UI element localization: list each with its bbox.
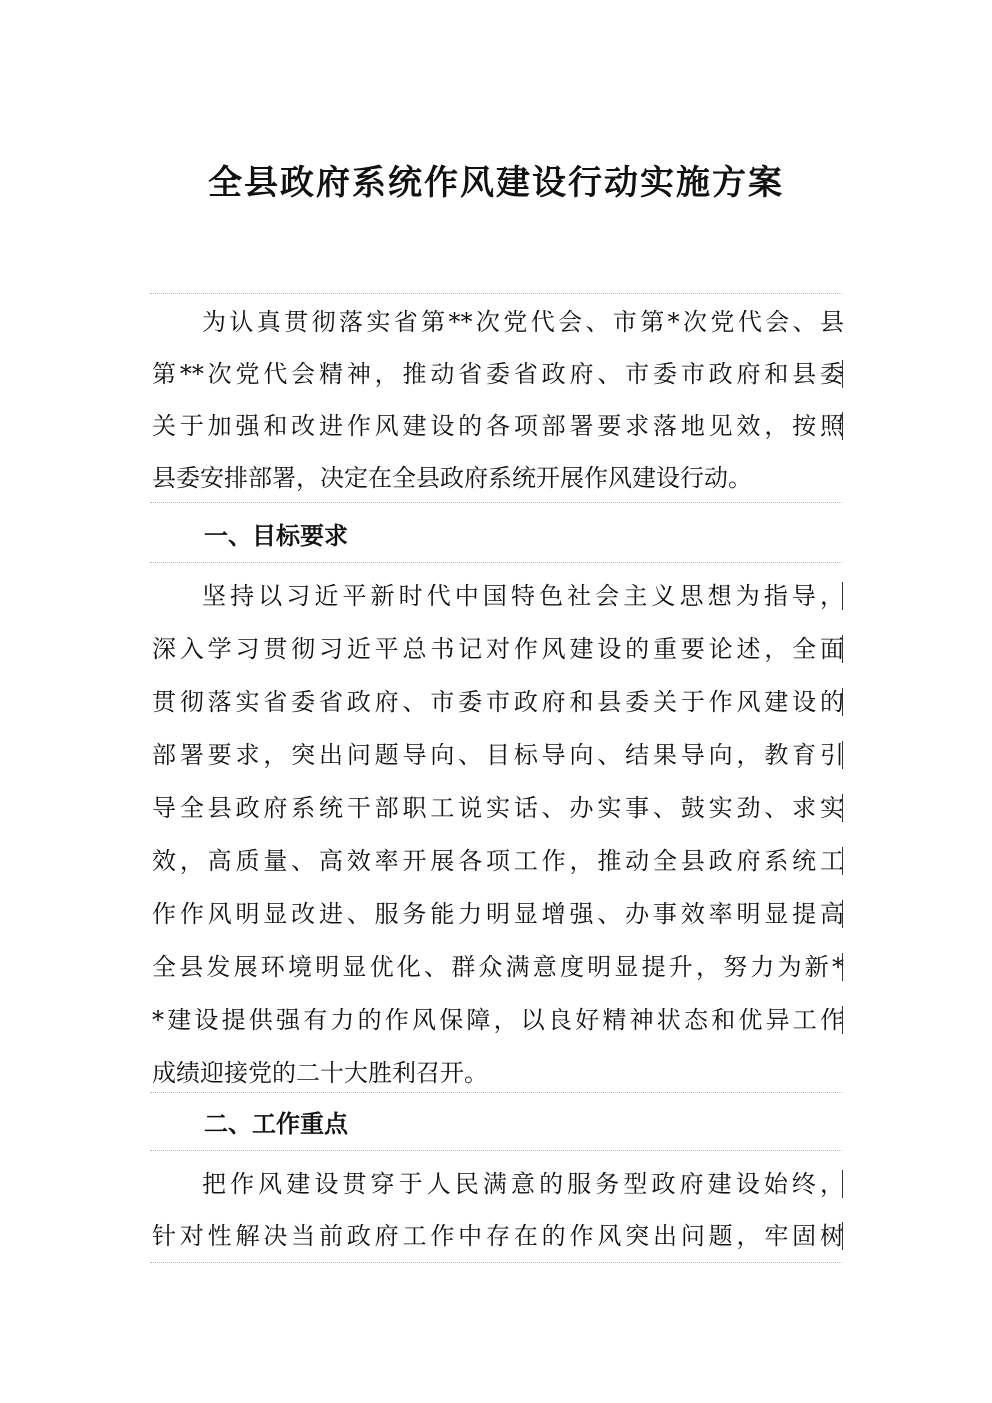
line-marker — [842, 953, 843, 981]
line-marker — [842, 847, 843, 875]
divider — [150, 293, 842, 294]
paragraph-line: 为认真贯彻落实省第**次党代会、市第*次党代会、县 — [202, 308, 844, 336]
line-marker — [842, 582, 843, 610]
line-marker — [842, 1006, 843, 1034]
line-marker — [842, 360, 843, 388]
paragraph-line: 把作风建设贯穿于人民满意的服务型政府建设始终， — [202, 1170, 844, 1198]
document-title: 全县政府系统作风建设行动实施方案 — [208, 163, 784, 203]
divider — [150, 502, 842, 503]
line-marker — [842, 900, 843, 928]
paragraph-line: 关于加强和改进作风建设的各项部署要求落地见效，按照 — [152, 412, 844, 440]
paragraph-line: 导全县政府系统干部职工说实话、办实事、鼓实劲、求实 — [152, 794, 844, 822]
paragraph-line: 贯彻落实省委省政府、市委市政府和县委关于作风建设的 — [152, 688, 844, 716]
paragraph-line: *建设提供强有力的作风保障，以良好精神状态和优异工作 — [152, 1006, 844, 1034]
paragraph-line: 部署要求，突出问题导向、目标导向、结果导向，教育引 — [152, 741, 844, 769]
line-marker — [842, 1170, 843, 1198]
line-marker — [842, 412, 843, 440]
divider — [150, 1092, 842, 1093]
paragraph-line: 第**次党代会精神，推动省委省政府、市委市政府和县委 — [152, 360, 844, 388]
paragraph-line: 作作风明显改进、服务能力明显增强、办事效率明显提高 — [152, 900, 844, 928]
line-marker — [842, 688, 843, 716]
paragraph-line: 成绩迎接党的二十大胜利召开。 — [152, 1059, 488, 1087]
paragraph-line: 针对性解决当前政府工作中存在的作风突出问题，牢固树 — [152, 1222, 844, 1250]
line-marker — [842, 741, 843, 769]
paragraph-line: 县委安排部署，决定在全县政府系统开展作风建设行动。 — [152, 464, 752, 492]
divider — [150, 1150, 842, 1151]
paragraph-line: 全县发展环境明显优化、群众满意度明显提升，努力为新* — [152, 953, 844, 981]
paragraph-line: 效，高质量、高效率开展各项工作，推动全县政府系统工 — [152, 847, 844, 875]
divider — [150, 562, 842, 563]
section-heading: 二、工作重点 — [204, 1110, 348, 1138]
paragraph-line: 坚持以习近平新时代中国特色社会主义思想为指导， — [202, 582, 844, 610]
line-marker — [842, 635, 843, 663]
line-marker — [842, 794, 843, 822]
line-marker — [842, 1222, 843, 1250]
section-heading: 一、目标要求 — [204, 522, 348, 550]
paragraph-line: 深入学习贯彻习近平总书记对作风建设的重要论述，全面 — [152, 635, 844, 663]
divider — [150, 1262, 842, 1263]
